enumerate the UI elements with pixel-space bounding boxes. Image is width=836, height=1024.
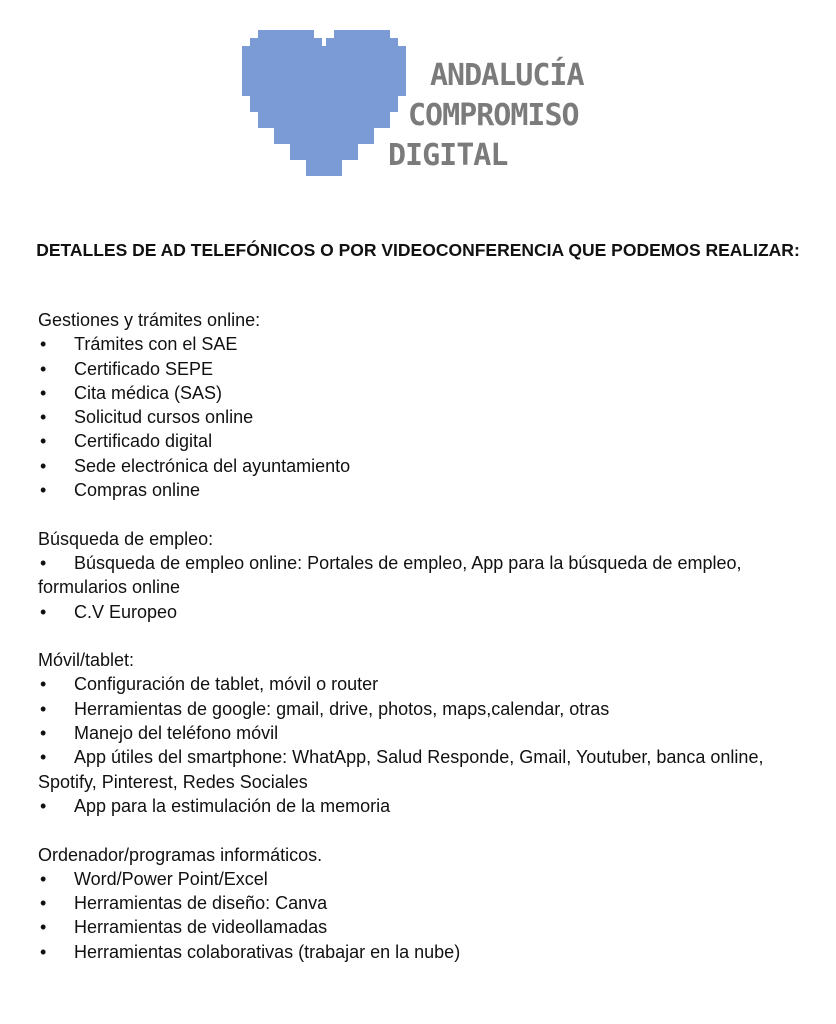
list-item bbox=[38, 600, 818, 624]
pixel-heart-icon bbox=[240, 28, 410, 188]
list-item bbox=[38, 381, 818, 405]
section-ordenador bbox=[38, 843, 818, 964]
heart-block bbox=[250, 94, 398, 112]
list-item-text: Trámites con el SAE bbox=[74, 334, 238, 355]
heart-block bbox=[306, 158, 342, 176]
list-item-text: C.V Europeo bbox=[74, 601, 178, 622]
list-item bbox=[38, 332, 818, 356]
bullet-icon bbox=[38, 405, 74, 429]
bullet-icon bbox=[38, 332, 74, 356]
list-item-text: Cita médica (SAS) bbox=[74, 382, 223, 403]
bullet-icon bbox=[38, 381, 74, 405]
list-item bbox=[38, 794, 818, 818]
services-list bbox=[38, 308, 818, 988]
list-item-text: Certificado SEPE bbox=[74, 358, 214, 379]
heart-block bbox=[290, 142, 358, 160]
list-item-text: App para la estimulación de la memoria bbox=[74, 795, 391, 816]
list-item bbox=[38, 867, 818, 891]
logo-line-2: COMPROMISO bbox=[408, 98, 579, 133]
list-item-text: Sede electrónica del ayuntamiento bbox=[74, 455, 351, 476]
bullet-icon bbox=[38, 357, 74, 381]
list-item-text: Compras online bbox=[74, 480, 201, 501]
list-item bbox=[38, 745, 818, 794]
bullet-icon bbox=[38, 478, 74, 502]
logo-line-3: DIGITAL bbox=[388, 138, 508, 173]
section-title: Ordenador/programas informáticos. bbox=[38, 844, 323, 865]
bullet-icon bbox=[38, 429, 74, 453]
bullet-icon bbox=[38, 867, 74, 891]
list-item bbox=[38, 915, 818, 939]
list-item-text: Configuración de tablet, móvil o router bbox=[74, 674, 379, 695]
logo-wordmark bbox=[388, 56, 584, 176]
list-item bbox=[38, 454, 818, 478]
bullet-icon bbox=[38, 454, 74, 478]
bullet-icon bbox=[38, 721, 74, 745]
heart-block bbox=[274, 126, 374, 144]
bullet-icon bbox=[38, 697, 74, 721]
list-item bbox=[38, 672, 818, 696]
section-gestiones bbox=[38, 308, 818, 502]
logo-line-1: ANDALUCÍA bbox=[430, 58, 584, 93]
list-item bbox=[38, 697, 818, 721]
bullet-icon bbox=[38, 672, 74, 696]
andalucia-compromiso-digital-logo bbox=[240, 28, 620, 188]
list-item bbox=[38, 429, 818, 453]
list-item bbox=[38, 551, 818, 600]
list-item bbox=[38, 940, 818, 964]
list-item-text: Certificado digital bbox=[74, 431, 213, 452]
list-item-text: Herramientas de videollamadas bbox=[74, 917, 328, 938]
bullet-icon bbox=[38, 600, 74, 624]
page-title: DETALLES DE AD TELEFÓNICOS O POR VIDEOCONFERENCIA QUE PODEMOS REALIZAR: bbox=[36, 240, 800, 260]
heart-block bbox=[258, 110, 390, 128]
list-item-text: Manejo del teléfono móvil bbox=[74, 723, 279, 744]
list-item-text: Herramientas de diseño: Canva bbox=[74, 893, 328, 914]
list-item-text: App útiles del smartphone: WhatApp, Salud Responde, Gmail, Youtuber, banca online, Spotify, Pinterest, Redes Sociales bbox=[38, 747, 764, 792]
list-item-text: Herramientas de google: gmail, drive, photos, maps,calendar, otras bbox=[74, 698, 610, 719]
list-item bbox=[38, 357, 818, 381]
section-movil bbox=[38, 648, 818, 818]
section-empleo bbox=[38, 527, 818, 624]
bullet-icon bbox=[38, 551, 74, 575]
list-item-text: Word/Power Point/Excel bbox=[74, 868, 268, 889]
list-item-text: Solicitud cursos online bbox=[74, 407, 254, 428]
bullet-icon bbox=[38, 745, 74, 769]
list-item bbox=[38, 891, 818, 915]
bullet-icon bbox=[38, 915, 74, 939]
section-title: Gestiones y trámites online: bbox=[38, 310, 261, 330]
list-item-text: Herramientas colaborativas (trabajar en la nube) bbox=[74, 941, 461, 962]
section-title: Móvil/tablet: bbox=[38, 650, 135, 671]
list-item bbox=[38, 721, 818, 745]
section-title: Búsqueda de empleo: bbox=[38, 528, 214, 549]
bullet-icon bbox=[38, 794, 74, 818]
list-item-text: Búsqueda de empleo online: Portales de empleo, App para la búsqueda de empleo, formularios online bbox=[38, 552, 742, 598]
list-item bbox=[38, 478, 818, 502]
bullet-icon bbox=[38, 940, 74, 964]
list-item bbox=[38, 405, 818, 429]
heart-block bbox=[242, 78, 406, 96]
bullet-icon bbox=[38, 891, 74, 915]
